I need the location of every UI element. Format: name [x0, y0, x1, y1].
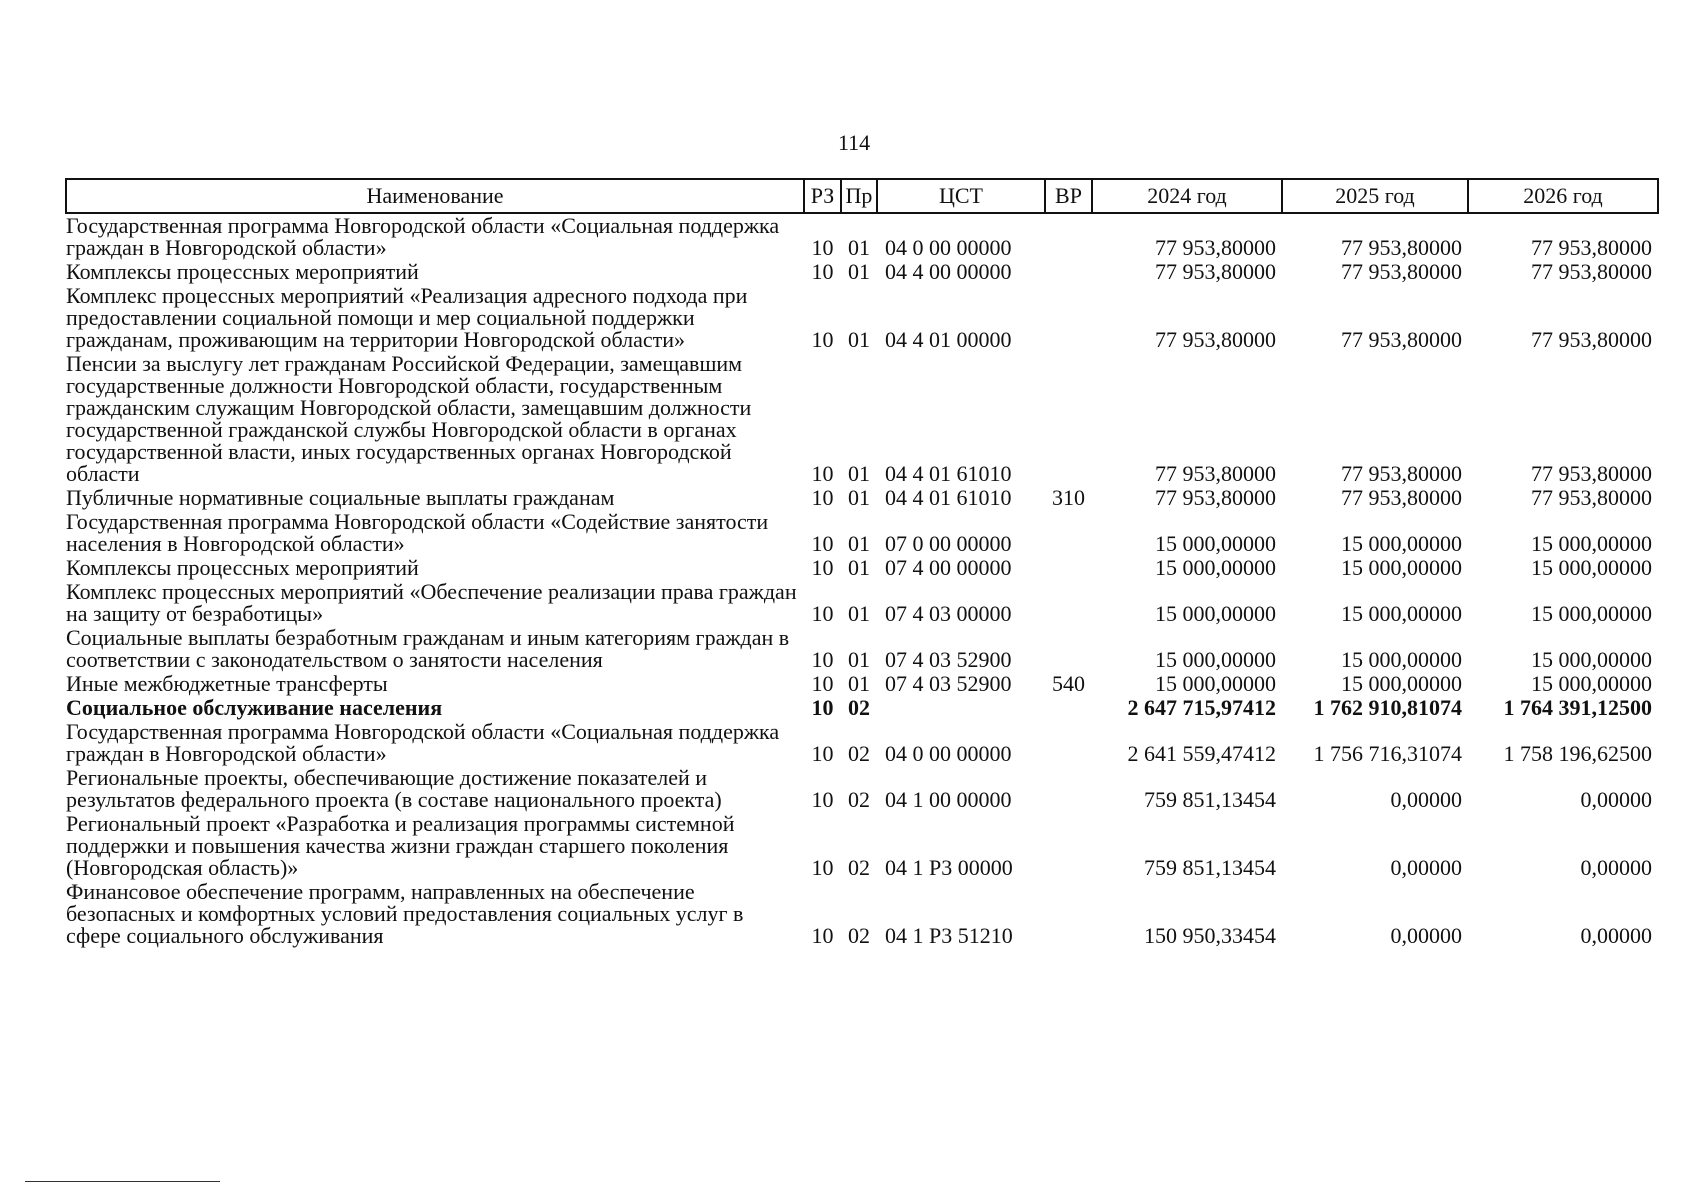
row-value-2024: 15 000,00000 — [1155, 671, 1276, 696]
row-rz: 10 — [811, 555, 834, 580]
row-cst: 04 1 00 00000 — [885, 787, 1012, 812]
row-value-2025: 77 953,80000 — [1341, 461, 1462, 486]
row-vr — [1045, 213, 1092, 260]
row-cst: 04 0 00 00000 — [885, 235, 1012, 260]
row-vr — [1045, 580, 1092, 626]
row-value-2026: 15 000,00000 — [1531, 601, 1652, 626]
row-value-2024: 77 953,80000 — [1155, 327, 1276, 352]
footer-rule — [25, 1181, 220, 1182]
row-rz: 10 — [811, 531, 834, 556]
row-vr — [1045, 880, 1092, 948]
row-name: Государственная программа Новгородской области «Содействие занятости населения в Новгородской области» — [66, 509, 769, 556]
row-vr — [1045, 720, 1092, 766]
row-pr: 01 — [848, 531, 870, 556]
row-value-2025: 15 000,00000 — [1341, 555, 1462, 580]
row-pr: 01 — [848, 461, 870, 486]
row-name: Финансовое обеспечение программ, направленных на обеспечение безопасных и комфортных условий предоставления социальных услуг в сфере социального обслуживания — [66, 879, 744, 948]
row-cst: 07 4 03 52900 — [885, 671, 1012, 696]
row-value-2025: 15 000,00000 — [1341, 531, 1462, 556]
row-pr: 02 — [848, 695, 870, 720]
row-name: Государственная программа Новгородской области «Социальная поддержка граждан в Новгородской области» — [66, 719, 780, 766]
row-value-2026: 0,00000 — [1580, 787, 1652, 812]
row-value-2025: 77 953,80000 — [1341, 259, 1462, 284]
row-value-2025: 77 953,80000 — [1341, 235, 1462, 260]
row-cst: 04 4 01 61010 — [885, 461, 1012, 486]
header-2026: 2026 год — [1468, 179, 1658, 213]
row-cst: 04 1 P3 00000 — [885, 855, 1013, 880]
budget-table — [65, 178, 1659, 948]
row-cst: 04 1 P3 51210 — [885, 923, 1013, 948]
row-value-2024: 77 953,80000 — [1155, 485, 1276, 510]
table-row — [66, 672, 1658, 696]
table-row — [66, 486, 1658, 510]
row-value-2026: 1 758 196,62500 — [1503, 741, 1652, 766]
table-row — [66, 766, 1658, 812]
row-value-2024: 15 000,00000 — [1155, 601, 1276, 626]
row-value-2026: 77 953,80000 — [1531, 485, 1652, 510]
row-value-2025: 0,00000 — [1390, 787, 1462, 812]
row-name: Государственная программа Новгородской области «Социальная поддержка граждан в Новгородской области» — [66, 213, 780, 260]
row-rz: 10 — [811, 259, 834, 284]
row-name: Социальные выплаты безработным гражданам и иным категориям граждан в соответствии с законодательством о занятости населения — [66, 625, 790, 672]
table-body — [66, 213, 1658, 948]
table-row — [66, 213, 1658, 260]
row-rz: 10 — [811, 647, 834, 672]
table-row — [66, 812, 1658, 880]
table-row — [66, 696, 1658, 720]
row-name: Публичные нормативные социальные выплаты гражданам — [66, 485, 615, 510]
row-vr — [1045, 766, 1092, 812]
row-pr: 01 — [848, 671, 870, 696]
row-value-2026: 15 000,00000 — [1531, 671, 1652, 696]
row-value-2026: 77 953,80000 — [1531, 327, 1652, 352]
row-value-2025: 15 000,00000 — [1341, 647, 1462, 672]
row-pr: 02 — [848, 787, 870, 812]
row-value-2026: 77 953,80000 — [1531, 461, 1652, 486]
row-rz: 10 — [811, 923, 834, 948]
row-value-2025: 0,00000 — [1390, 923, 1462, 948]
row-rz: 10 — [811, 695, 834, 720]
page-number: 114 — [838, 130, 871, 155]
row-value-2025: 1 756 716,31074 — [1313, 741, 1462, 766]
table-row — [66, 510, 1658, 556]
row-cst — [877, 696, 1045, 720]
table-row — [66, 626, 1658, 672]
row-value-2024: 2 641 559,47412 — [1127, 741, 1276, 766]
header-rz: РЗ — [804, 179, 841, 213]
row-pr: 01 — [848, 235, 870, 260]
table-row — [66, 580, 1658, 626]
row-cst: 07 0 00 00000 — [885, 531, 1012, 556]
row-value-2025: 77 953,80000 — [1341, 327, 1462, 352]
row-rz: 10 — [811, 671, 834, 696]
row-name: Пенсии за выслугу лет гражданам Российской Федерации, замещавшим государственные должности Новгородской области, государственным гражданским служащим Новгородской области, замещавшим должности государственной гражданской службы Новгородской области в органах государственной власти, иных государственных органах Новгородской области — [66, 351, 752, 486]
row-name: Региональные проекты, обеспечивающие достижение показателей и результатов федерального проекта (в составе национального проекта) — [66, 765, 722, 812]
row-vr — [1045, 510, 1092, 556]
table-row — [66, 720, 1658, 766]
row-name: Социальное обслуживание населения — [66, 695, 443, 720]
row-value-2024: 15 000,00000 — [1155, 555, 1276, 580]
row-name: Комплексы процессных мероприятий — [66, 555, 419, 580]
row-value-2024: 150 950,33454 — [1144, 923, 1276, 948]
row-pr: 01 — [848, 555, 870, 580]
row-rz: 10 — [811, 601, 834, 626]
row-vr: 540 — [1052, 671, 1085, 696]
row-vr — [1045, 696, 1092, 720]
table-header-row — [66, 179, 1658, 213]
row-cst: 04 4 01 00000 — [885, 327, 1012, 352]
header-pr: Пр — [841, 179, 877, 213]
row-value-2025: 15 000,00000 — [1341, 601, 1462, 626]
row-value-2024: 759 851,13454 — [1144, 855, 1276, 880]
row-value-2025: 77 953,80000 — [1341, 485, 1462, 510]
row-rz: 10 — [811, 485, 834, 510]
row-value-2026: 15 000,00000 — [1531, 647, 1652, 672]
header-2025: 2025 год — [1282, 179, 1468, 213]
row-name: Иные межбюджетные трансферты — [66, 671, 388, 696]
row-vr — [1045, 626, 1092, 672]
row-vr — [1045, 556, 1092, 580]
row-value-2026: 77 953,80000 — [1531, 259, 1652, 284]
row-value-2026: 15 000,00000 — [1531, 531, 1652, 556]
table-row — [66, 284, 1658, 352]
row-cst: 07 4 00 00000 — [885, 555, 1012, 580]
row-value-2026: 15 000,00000 — [1531, 555, 1652, 580]
table-row — [66, 556, 1658, 580]
row-value-2024: 2 647 715,97412 — [1127, 695, 1276, 720]
row-name: Комплексы процессных мероприятий — [66, 259, 419, 284]
header-name: Наименование — [66, 179, 804, 213]
table-row — [66, 260, 1658, 284]
row-pr: 01 — [848, 601, 870, 626]
header-2024: 2024 год — [1092, 179, 1282, 213]
row-cst: 04 4 01 61010 — [885, 485, 1012, 510]
row-rz: 10 — [811, 327, 834, 352]
row-value-2025: 15 000,00000 — [1341, 671, 1462, 696]
row-value-2024: 77 953,80000 — [1155, 259, 1276, 284]
row-value-2026: 77 953,80000 — [1531, 235, 1652, 260]
row-name: Комплекс процессных мероприятий «Реализация адресного подхода при предоставлении социальной помощи и мер социальной поддержки гражданам, проживающим на территории Новгородской области» — [66, 283, 748, 352]
row-rz: 10 — [811, 235, 834, 260]
row-value-2025: 1 762 910,81074 — [1313, 695, 1462, 720]
row-value-2026: 1 764 391,12500 — [1503, 695, 1652, 720]
row-value-2024: 15 000,00000 — [1155, 647, 1276, 672]
header-vr: ВР — [1045, 179, 1092, 213]
row-name: Региональный проект «Разработка и реализация программы системной поддержки и повышения качества жизни граждан старшего поколения (Новгородская область)» — [66, 811, 735, 880]
row-pr: 02 — [848, 741, 870, 766]
table-row — [66, 880, 1658, 948]
row-value-2026: 0,00000 — [1580, 855, 1652, 880]
row-vr — [1045, 260, 1092, 284]
row-cst: 07 4 03 00000 — [885, 601, 1012, 626]
row-value-2024: 77 953,80000 — [1155, 235, 1276, 260]
row-rz: 10 — [811, 461, 834, 486]
row-value-2026: 0,00000 — [1580, 923, 1652, 948]
row-cst: 04 0 00 00000 — [885, 741, 1012, 766]
row-rz: 10 — [811, 741, 834, 766]
row-rz: 10 — [811, 855, 834, 880]
row-pr: 02 — [848, 923, 870, 948]
row-rz: 10 — [811, 787, 834, 812]
row-pr: 02 — [848, 855, 870, 880]
row-value-2024: 77 953,80000 — [1155, 461, 1276, 486]
row-pr: 01 — [848, 259, 870, 284]
row-pr: 01 — [848, 485, 870, 510]
table-row — [66, 352, 1658, 486]
row-pr: 01 — [848, 327, 870, 352]
row-pr: 01 — [848, 647, 870, 672]
row-vr — [1045, 812, 1092, 880]
header-cst: ЦСТ — [877, 179, 1045, 213]
row-cst: 07 4 03 52900 — [885, 647, 1012, 672]
row-name: Комплекс процессных мероприятий «Обеспечение реализации права граждан на защиту от безработицы» — [66, 579, 797, 626]
row-vr — [1045, 284, 1092, 352]
row-vr: 310 — [1052, 485, 1085, 510]
row-value-2025: 0,00000 — [1390, 855, 1462, 880]
row-value-2024: 15 000,00000 — [1155, 531, 1276, 556]
row-vr — [1045, 352, 1092, 486]
row-cst: 04 4 00 00000 — [885, 259, 1012, 284]
row-value-2024: 759 851,13454 — [1144, 787, 1276, 812]
